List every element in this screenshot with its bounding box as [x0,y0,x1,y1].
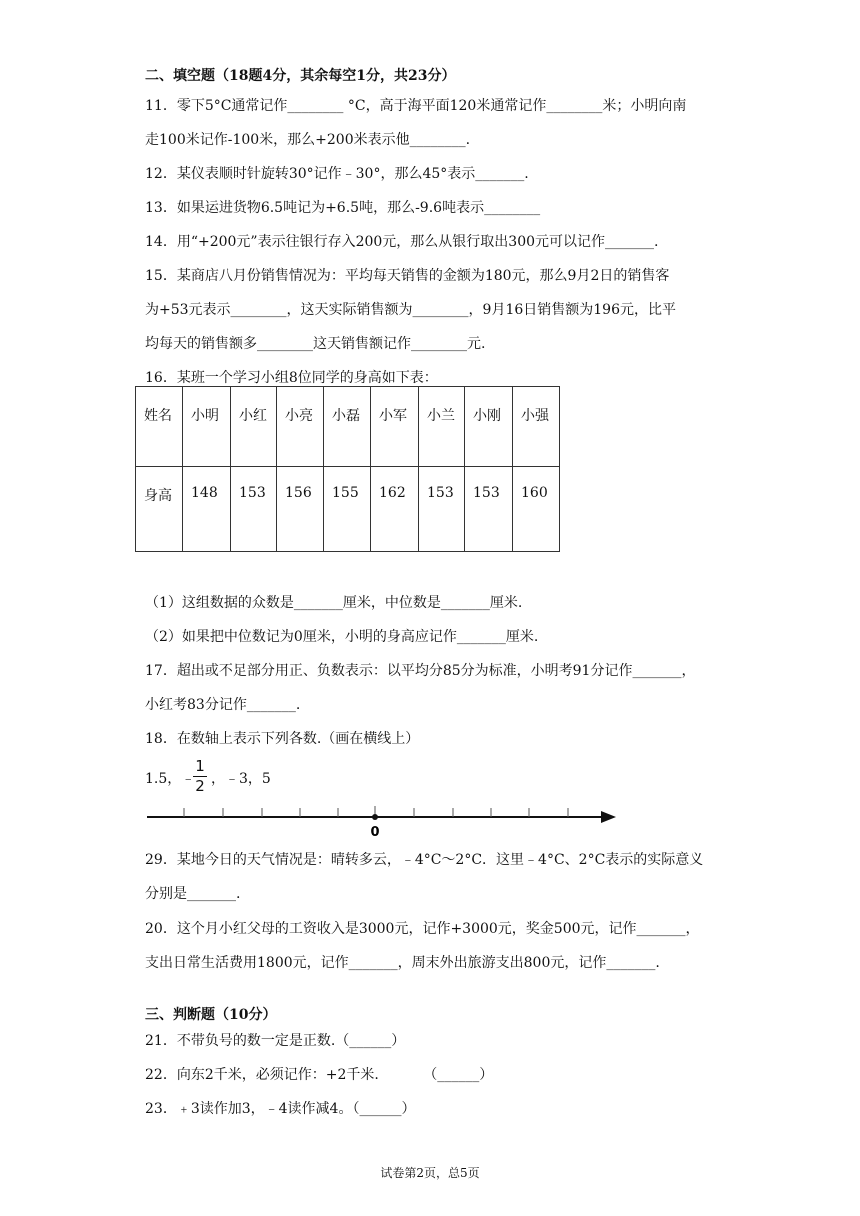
table-cell-height: 153 [419,467,465,552]
table-cell-name: 小军 [371,387,419,467]
table-cell-name: 小兰 [419,387,465,467]
question-29-line-2: 分别是_______. [145,886,241,902]
question-18-prefix: 1.5，﹣ [145,771,196,787]
question-16-part-1: （1）这组数据的众数是_______厘米，中位数是_______厘米. [145,595,523,611]
question-17-line-2: 小红考83分记作_______. [145,697,301,713]
table-cell-name: 小亮 [277,387,324,467]
question-16: 16．某班一个学习小组8位同学的身高如下表： [145,370,438,386]
question-13: 13．如果运进货物6.5吨记为+6.5吨，那么-9.6吨表示________ [145,200,541,216]
table-cell-height: 162 [371,467,419,552]
question-21: 21．不带负号的数一定是正数.（______） [145,1033,406,1049]
question-20-line-2: 支出日常生活费用1800元，记作_______，周末外出旅游支出800元，记作_______. [145,955,660,971]
table-cell-height: 148 [183,467,231,552]
question-23: 23．﹢3读作加3，﹣4读作减4。（______） [145,1101,416,1117]
table-cell-height: 153 [465,467,513,552]
fraction-denominator: 2 [195,777,205,795]
question-29-line-1: 29．某地今日的天气情况是：晴转多云，﹣4°C～2°C．这里﹣4°C、2°C表示的实际意义 [145,852,704,868]
question-22: 22．向东2千米，必须记作：+2千米. （______） [145,1067,494,1083]
table-cell-name: 小刚 [465,387,513,467]
page-footer: 试卷第2页，总5页 [380,1166,480,1180]
question-14: 14．用“+200元”表示往银行存入200元，那么从银行取出300元可以记作_______. [145,234,659,250]
table-cell-name: 小磊 [324,387,371,467]
table-cell-height: 153 [231,467,277,552]
question-15-line-1: 15．某商店八月份销售情况为：平均每天销售的金额为180元，那么9月2日的销售客 [145,268,670,284]
question-18-suffix: ，﹣3，5 [211,771,271,787]
fraction-numerator: 1 [195,757,205,775]
question-15-line-2: 为+53元表示________，这天实际销售额为________，9月16日销售额为196元，比平 [145,302,676,318]
section-heading-true-false: 三、判断题（10分） [145,1007,277,1023]
question-12: 12．某仪表顺时针旋转30°记作﹣30°，那么45°表示_______. [145,166,529,182]
question-20-line-1: 20．这个月小红父母的工资收入是3000元，记作+3000元，奖金500元，记作_______， [145,921,700,937]
origin-point [372,814,378,820]
number-line-arrow [601,811,616,823]
table-cell-height: 155 [324,467,371,552]
table-cell-height: 160 [513,467,560,552]
table-cell-name: 小红 [231,387,277,467]
question-15-line-3: 均每天的销售额多________这天销售额记作________元. [145,336,486,352]
question-17-line-1: 17．超出或不足部分用正、负数表示：以平均分85分为标准，小明考91分记作_______， [145,663,696,679]
table-value-label: 身高 [136,467,183,552]
table-cell-name: 小强 [513,387,560,467]
question-11-line-1: 11．零下5°C通常记作________ °C，高于海平面120米通常记作________米；小明向南 [145,98,687,114]
question-16-part-2: （2）如果把中位数记为0厘米，小明的身高应记作_______厘米. [145,629,539,645]
table-cell-name: 小明 [183,387,231,467]
origin-label: 0 [370,825,380,840]
table-cell-height: 156 [277,467,324,552]
table-header-label: 姓名 [136,387,183,467]
question-18-prompt: 18．在数轴上表示下列各数.（画在横线上） [145,731,420,747]
section-heading-fill-blank: 二、填空题（18题4分，其余每空1分，共23分） [145,68,456,84]
question-11-line-2: 走100米记作-100米，那么+200米表示他________. [145,132,471,148]
